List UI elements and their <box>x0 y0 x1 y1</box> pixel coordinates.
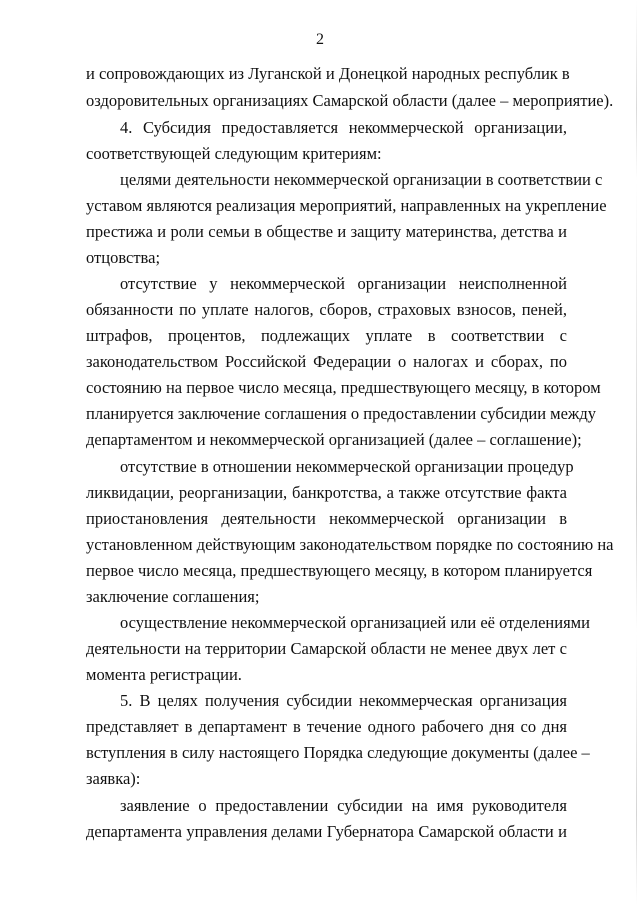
text-line: заявка): <box>86 769 141 788</box>
text-line: вступления в силу настоящего Порядка следующие документы (далее – <box>86 743 590 762</box>
scan-edge-artifact <box>636 0 637 905</box>
text-line: представляет в департамент в течение одного рабочего дня со дня <box>86 717 567 736</box>
text-line: 4. Субсидия предоставляется некоммерческой организации, <box>120 118 567 137</box>
text-line: отцовства; <box>86 248 161 267</box>
text-line: осуществление некоммерческой организацией или её отделениями <box>120 613 590 632</box>
text-line: соответствующей следующим критериям: <box>86 144 382 163</box>
text-line: престижа и роли семьи в обществе и защиту материнства, детства и <box>86 222 567 241</box>
text-line: заключение соглашения; <box>86 587 260 606</box>
text-line: департамента управления делами Губернатора Самарской области и <box>86 822 567 841</box>
text-line: департаментом и некоммерческой организацией (далее – соглашение); <box>86 430 582 449</box>
text-line: ликвидации, реорганизации, банкротства, а также отсутствие факта <box>86 483 567 502</box>
text-line: планируется заключение соглашения о предоставлении субсидии между <box>86 404 596 423</box>
text-line: момента регистрации. <box>86 665 242 684</box>
text-line: первое число месяца, предшествующего месяцу, в котором планируется <box>86 561 593 580</box>
text-line: заявление о предоставлении субсидии на имя руководителя <box>120 796 567 815</box>
text-line: установленном действующим законодательством порядке по состоянию на <box>86 535 614 554</box>
text-line: отсутствие у некоммерческой организации неисполненной <box>120 274 567 293</box>
text-line: обязанности по уплате налогов, сборов, страховых взносов, пеней, <box>86 300 567 319</box>
text-line: законодательством Российской Федерации о налогах и сборах, по <box>86 352 567 371</box>
text-line: 5. В целях получения субсидии некоммерческая организация <box>120 691 567 710</box>
text-line: штрафов, процентов, подлежащих уплате в соответствии с <box>86 326 567 345</box>
text-line: состоянию на первое число месяца, предшествующего месяцу, в котором <box>86 378 601 397</box>
text-line: уставом являются реализация мероприятий, направленных на укрепление <box>86 196 607 215</box>
text-line: отсутствие в отношении некоммерческой организации процедур <box>120 457 574 476</box>
page-number: 2 <box>316 31 324 48</box>
text-line: целями деятельности некоммерческой организации в соответствии с <box>120 170 603 189</box>
text-line: деятельности на территории Самарской области не менее двух лет с <box>86 639 567 658</box>
text-line: и сопровождающих из Луганской и Донецкой народных республик в <box>86 64 570 83</box>
text-line: оздоровительных организациях Самарской области (далее – мероприятие). <box>86 91 614 110</box>
text-line: приостановления деятельности некоммерческой организации в <box>86 509 567 528</box>
